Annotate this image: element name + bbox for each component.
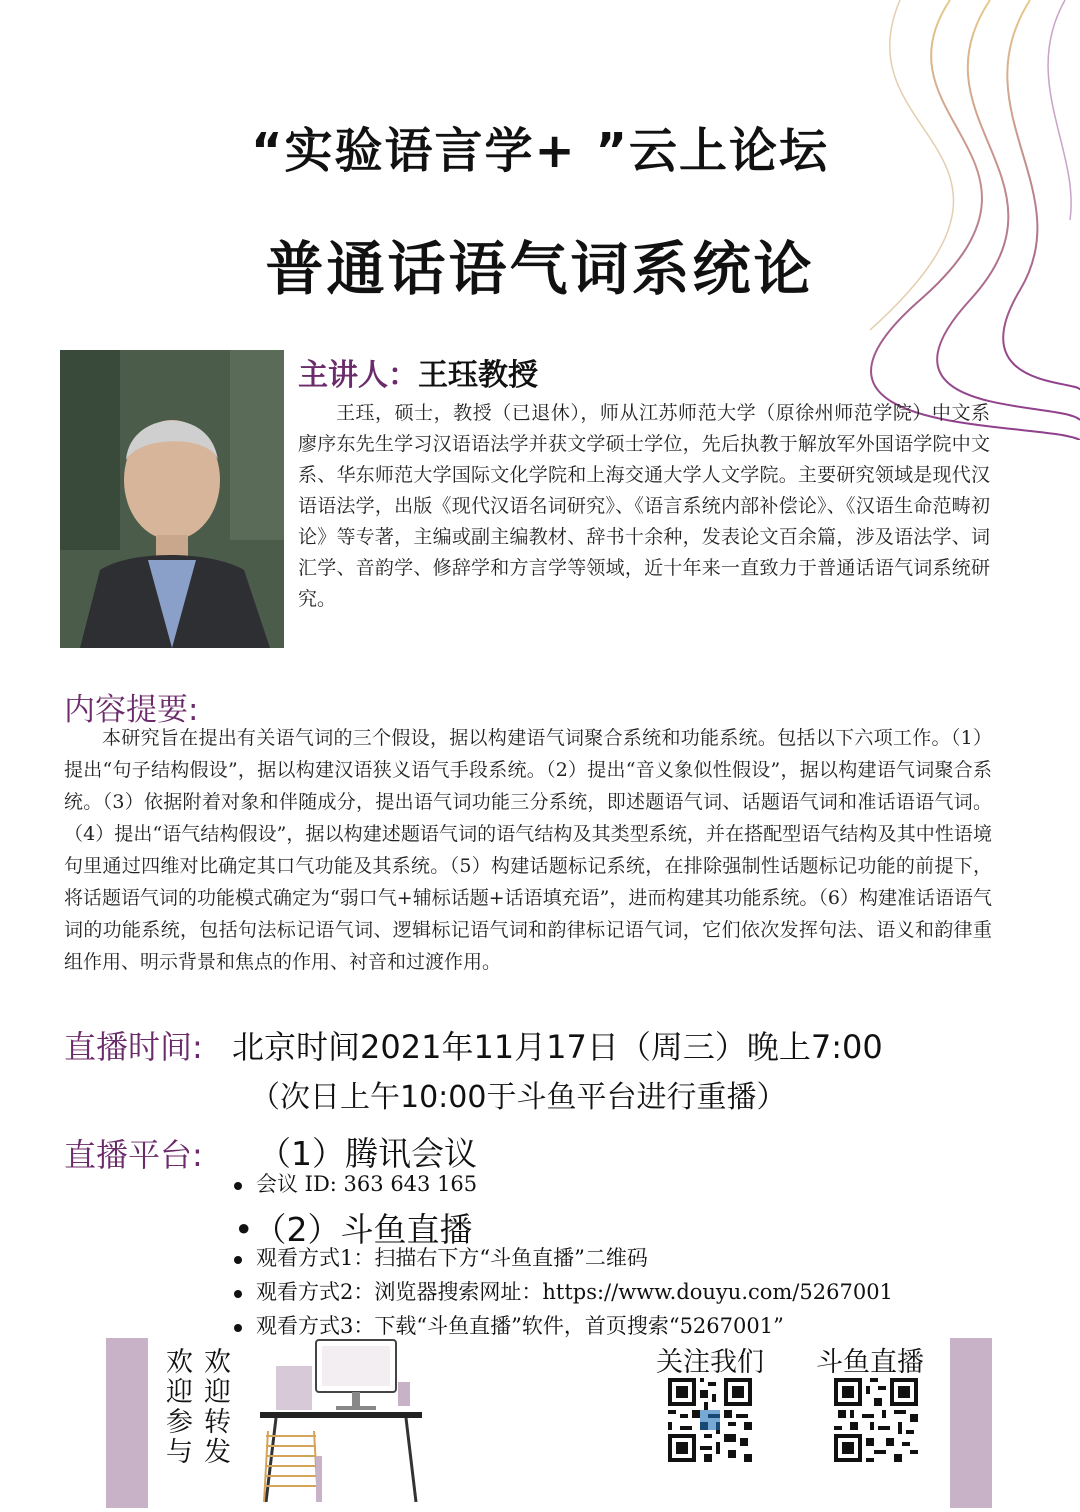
bullet-icon xyxy=(234,1324,242,1332)
decorative-curves-icon xyxy=(780,0,1080,440)
watch-way-2 xyxy=(234,1276,893,1306)
speaker-heading xyxy=(298,350,538,394)
meeting-id-item xyxy=(234,1168,477,1198)
platform-douyu: •（2）斗鱼直播 xyxy=(234,1210,473,1249)
bullet-icon xyxy=(234,1256,242,1264)
summary-text: 本研究旨在提出有关语气词的三个假设，据以构建语气词聚合系统和功能系统。包括以下六项工作。（1）提出“句子结构假设”，据以构建汉语狭义语气手段系统。（2）提出“音义象似性假设”，据以构建语气词聚合系统。（3）依据附着对象和伴随成分，提出语气词功能三分系统，即述题语气词、话题语气词和准话语语气词。（4）提出“语气结构假设”，据以构建述题语气词的语气结构及其类型系统，并在搭配型语气结构及其中性语境句里通过四维对比确定其口气功能及其系统。（5）构建话题标记系统，在排除强制性话题标记功能的前提下，将话题语气词的功能模式确定为“弱口气+辅标话题+话语填充语”，进而构建其功能系统。（6）构建准话语语气词的功能系统，包括句法标记语气词、逻辑标记语气词和韵律标记语气词，它们依次发挥句法、语义和韵律重组作用、明示背景和焦点的作用、衬音和过渡作用。 xyxy=(64,727,992,973)
summary-label: 内容提要: xyxy=(64,692,199,728)
platform-tencent: （1）腾讯会议 xyxy=(258,1134,477,1173)
speaker-label: 主讲人： xyxy=(298,358,418,393)
watch-way-text: 观看方式1：扫描右下方“斗鱼直播”二维码 xyxy=(256,1246,648,1270)
replay-note: （次日上午10:00于斗鱼平台进行重播） xyxy=(250,1080,787,1115)
bullet-icon xyxy=(234,1182,242,1190)
lecture-title: 普通话语气词系统论 xyxy=(265,235,815,303)
bullet-icon xyxy=(234,1290,242,1298)
speaker-name: 王珏教授 xyxy=(418,358,538,393)
watch-way-text: 观看方式3：下载“斗鱼直播”软件，首页搜索“5267001” xyxy=(256,1314,784,1338)
broadcast-time-label: 直播时间: xyxy=(64,1028,203,1066)
qr-code-douyu-icon xyxy=(834,1378,918,1462)
welcome-join: 欢迎参与 xyxy=(166,1347,193,1468)
forum-title: “实验语言学+ ”云上论坛 xyxy=(250,123,830,179)
speaker-bio: 王珏，硕士，教授（已退休），师从江苏师范大学（原徐州师范学院）中文系廖序东先生学习汉语语法学并获文学硕士学位，先后执教于解放军外国语学院中文系、华东师范大学国际文化学院和上海交通大学人文学院。主要研究领域是现代汉语语法学，出版《现代汉语名词研究》、《语言系统内部补偿论》、《汉语生命范畴初论》等专著，主编或副主编教材、辞书十余种，发表论文百余篇，涉及语法学、词汇学、音韵学、修辞学和方言学等领域，近十年来一直致力于普通话语气词系统研究。 xyxy=(298,402,990,610)
meeting-id: 会议 ID: 363 643 165 xyxy=(256,1172,478,1196)
broadcast-time-value: 北京时间2021年11月17日（周三）晚上7:00 xyxy=(232,1028,883,1066)
watch-way-text: 观看方式2：浏览器搜索网址：https://www.douyu.com/5267001 xyxy=(256,1280,893,1304)
platform-label: 直播平台: xyxy=(64,1136,203,1174)
qr-code-follow-icon xyxy=(668,1378,752,1462)
follow-us-label: 关注我们 xyxy=(656,1347,764,1378)
welcome-forward: 欢迎转发 xyxy=(204,1347,231,1468)
footer-bar-left xyxy=(106,1338,148,1508)
watch-way-1 xyxy=(234,1242,648,1272)
douyu-label: 斗鱼直播 xyxy=(816,1347,924,1378)
speaker-photo xyxy=(60,350,284,648)
desk-illustration-icon xyxy=(256,1336,426,1504)
footer-bar-right xyxy=(950,1338,992,1508)
